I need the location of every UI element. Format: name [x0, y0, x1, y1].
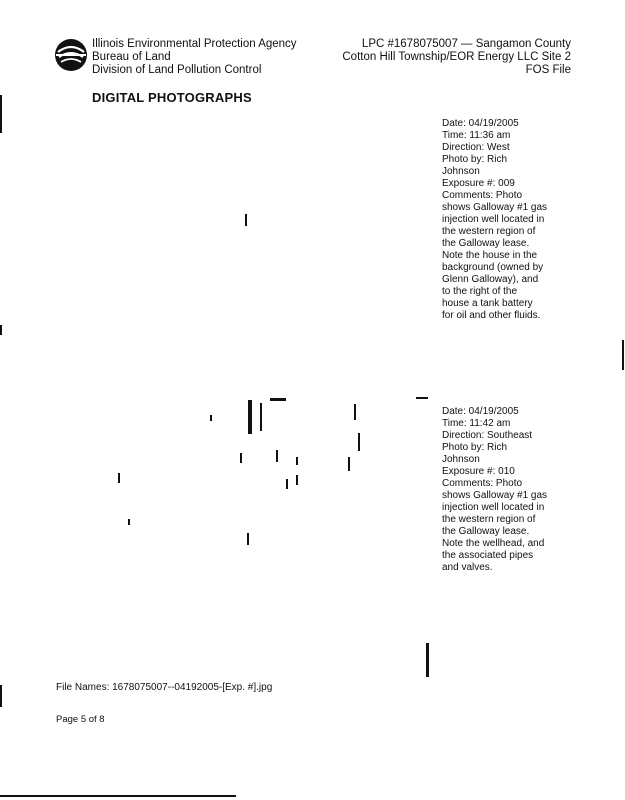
- photo-by-name: Johnson: [442, 166, 480, 177]
- photo-comment-line: the Galloway lease.: [442, 526, 530, 537]
- photo-2: [110, 395, 430, 680]
- photo-comment-line: to the right of the: [442, 286, 518, 297]
- photo-comment-line: the associated pipes: [442, 550, 534, 561]
- page-title: DIGITAL PHOTOGRAPHS: [92, 90, 252, 105]
- photo-comment-line: injection well located in: [442, 502, 545, 513]
- bureau-name: Bureau of Land: [92, 51, 171, 63]
- file-type: FOS File: [525, 64, 571, 76]
- photo-comment-line: Comments: Photo: [442, 190, 523, 201]
- photo-comment-line: Comments: Photo: [442, 478, 523, 489]
- photo-time: Time: 11:36 am: [442, 130, 511, 141]
- site-header: [342, 38, 571, 77]
- photo-direction: Direction: Southeast: [442, 430, 533, 441]
- photo-1-details: [442, 118, 570, 322]
- agency-header: [92, 38, 297, 77]
- photo-by: Photo by: Rich: [442, 442, 508, 453]
- lpc-number: LPC #1678075007 — Sangamon County: [361, 38, 571, 50]
- photo-date: Date: 04/19/2005: [442, 118, 519, 129]
- photo-1: [110, 112, 430, 382]
- photo-comment-line: and valves.: [442, 562, 493, 573]
- scan-edge-mark: [0, 95, 2, 133]
- photo-2-details: [442, 406, 570, 574]
- photo-comment-line: shows Galloway #1 gas: [442, 490, 548, 501]
- photo-comment-line: Glenn Galloway), and: [442, 274, 539, 285]
- photo-comment-line: Note the wellhead, and: [442, 538, 545, 549]
- photo-comment-line: for oil and other fluids.: [442, 310, 541, 321]
- scan-bottom-line: [0, 795, 236, 797]
- photo-comment-line: injection well located in: [442, 214, 545, 225]
- photo-by: Photo by: Rich: [442, 154, 508, 165]
- site-name: Cotton Hill Township/EOR Energy LLC Site 2: [342, 51, 571, 63]
- scan-edge-mark: [622, 340, 624, 370]
- photo-comment-line: shows Galloway #1 gas: [442, 202, 548, 213]
- photo-comment-line: the Galloway lease.: [442, 238, 530, 249]
- agency-name: Illinois Environmental Protection Agency: [92, 38, 297, 50]
- scan-edge-mark: [0, 685, 2, 707]
- scan-edge-mark: [0, 325, 2, 335]
- photo-comment-line: house a tank battery: [442, 298, 533, 309]
- photo-comment-line: the western region of: [442, 226, 536, 237]
- photo-by-name: Johnson: [442, 454, 480, 465]
- photo-exposure: Exposure #: 010: [442, 466, 515, 477]
- file-names: File Names: 1678075007--04192005-[Exp. #].jpg: [56, 682, 273, 693]
- photo-date: Date: 04/19/2005: [442, 406, 519, 417]
- division-name: Division of Land Pollution Control: [92, 64, 262, 76]
- photo-exposure: Exposure #: 009: [442, 178, 515, 189]
- iepa-logo-icon: [54, 38, 88, 72]
- photo-comment-line: the western region of: [442, 514, 536, 525]
- photo-time: Time: 11:42 am: [442, 418, 511, 429]
- page-number: Page 5 of 8: [56, 714, 105, 725]
- photo-direction: Direction: West: [442, 142, 510, 153]
- photo-comment-line: background (owned by: [442, 262, 544, 273]
- photo-comment-line: Note the house in the: [442, 250, 538, 261]
